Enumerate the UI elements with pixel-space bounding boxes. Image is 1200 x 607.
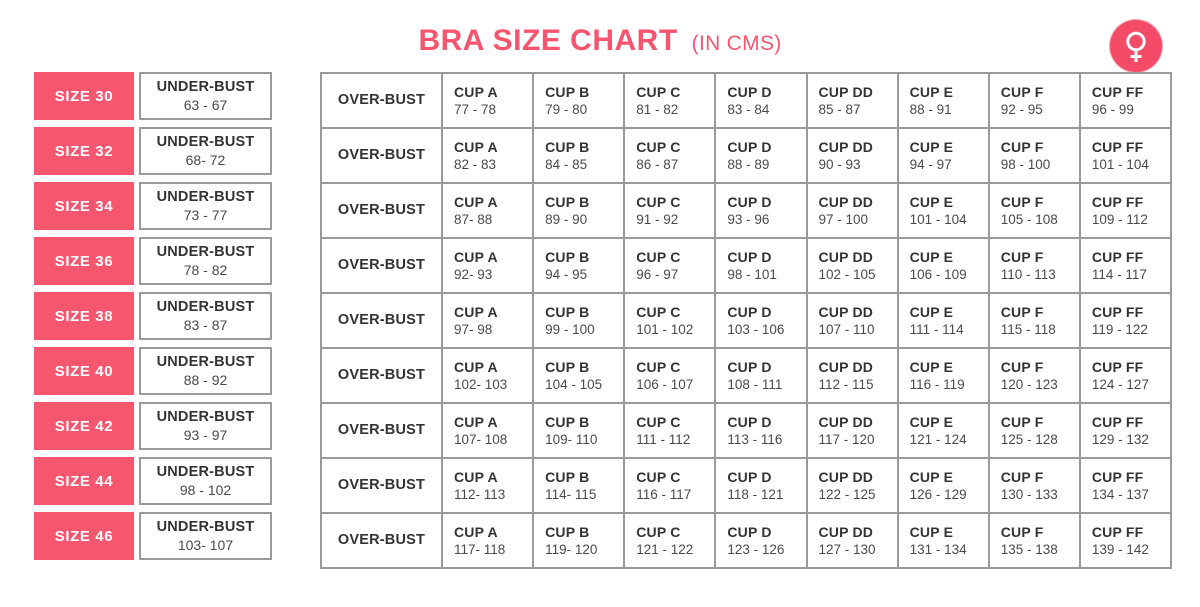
cup-label: CUP A: [454, 358, 498, 375]
cup-cell: [1081, 404, 1172, 459]
cup-label: CUP FF: [1091, 468, 1144, 485]
under-bust-range: 98 - 102: [179, 481, 232, 498]
cup-label: CUP B: [545, 468, 590, 485]
cup-cell: [534, 184, 625, 239]
cup-cell: [625, 74, 716, 129]
cup-label: CUP E: [909, 303, 954, 320]
over-bust-label: OVER-BUST: [322, 459, 443, 514]
over-bust-label: OVER-BUST: [322, 514, 443, 569]
cup-range: 113 - 116: [727, 431, 783, 447]
cup-cell: [990, 349, 1081, 404]
cup-range: 109 - 112: [1091, 211, 1148, 227]
cup-cell: [1081, 349, 1172, 404]
cup-range: 101 - 102: [636, 321, 694, 337]
cup-cell: [1081, 184, 1172, 239]
cup-range: 85 - 87: [818, 101, 861, 117]
size-row: [34, 512, 272, 560]
size-column: [34, 72, 272, 567]
cup-cell: [808, 184, 899, 239]
under-bust-cell: [139, 127, 272, 175]
cup-label: CUP F: [1000, 413, 1044, 430]
cup-cell: [716, 294, 807, 349]
cup-cell: [990, 514, 1081, 569]
cup-label: CUP B: [545, 83, 590, 100]
cup-cell: [808, 349, 899, 404]
cup-label: CUP F: [1000, 303, 1044, 320]
cup-range: 99 - 100: [545, 321, 595, 337]
cup-size-grid: [320, 72, 1172, 569]
cup-range: 110 - 113: [1000, 266, 1056, 282]
cup-cell: [534, 404, 625, 459]
over-bust-label: OVER-BUST: [322, 184, 443, 239]
cup-label: CUP D: [727, 83, 772, 100]
cup-range: 118 - 121: [727, 486, 784, 502]
under-bust-range: 68- 72: [185, 151, 226, 168]
cup-label: CUP E: [909, 138, 954, 155]
cup-cell: [1081, 459, 1172, 514]
cup-range: 125 - 128: [1000, 431, 1058, 447]
under-bust-cell: [139, 292, 272, 340]
cup-label: CUP FF: [1091, 358, 1144, 375]
cup-label: CUP FF: [1091, 413, 1144, 430]
under-bust-cell: [139, 182, 272, 230]
cup-label: CUP D: [727, 523, 772, 540]
cup-label: CUP D: [727, 468, 772, 485]
over-bust-label: OVER-BUST: [322, 239, 443, 294]
under-bust-cell: [139, 72, 272, 120]
under-bust-label: UNDER-BUST: [156, 134, 255, 151]
cup-label: CUP A: [454, 83, 498, 100]
cup-range: 130 - 133: [1000, 486, 1058, 502]
cup-cell: [625, 129, 716, 184]
size-badge: SIZE 44: [34, 457, 134, 505]
cup-label: CUP B: [545, 193, 590, 210]
cup-label: CUP D: [727, 248, 772, 265]
over-bust-label: OVER-BUST: [322, 74, 443, 129]
size-row: [34, 292, 272, 340]
cup-label: CUP DD: [818, 468, 874, 485]
cup-cell: [899, 294, 990, 349]
under-bust-label: UNDER-BUST: [156, 409, 255, 426]
under-bust-range: 103- 107: [177, 536, 234, 553]
size-badge: SIZE 38: [34, 292, 134, 340]
cup-label: CUP FF: [1091, 523, 1144, 540]
cup-range: 106 - 107: [636, 376, 694, 392]
under-bust-cell: [139, 512, 272, 560]
size-badge: SIZE 30: [34, 72, 134, 120]
cup-cell: [899, 459, 990, 514]
size-row: [34, 72, 272, 120]
cup-range: 77 - 78: [454, 101, 497, 117]
cup-range: 96 - 97: [636, 266, 679, 282]
cup-range: 122 - 125: [818, 486, 876, 502]
cup-label: CUP C: [636, 83, 681, 100]
cup-range: 102 - 105: [818, 266, 876, 282]
under-bust-range: 83 - 87: [183, 316, 228, 333]
under-bust-cell: [139, 347, 272, 395]
venus-symbol-icon: [1110, 20, 1162, 72]
cup-range: 114 - 117: [1091, 266, 1147, 282]
under-bust-label: UNDER-BUST: [156, 299, 255, 316]
cup-cell: [534, 129, 625, 184]
cup-cell: [990, 184, 1081, 239]
cup-range: 87- 88: [454, 211, 493, 227]
page-title: BRA SIZE CHART: [418, 24, 678, 57]
cup-cell: [443, 459, 534, 514]
cup-label: CUP A: [454, 193, 498, 210]
cup-range: 101 - 104: [909, 211, 967, 227]
cup-range: 96 - 99: [1091, 101, 1134, 117]
under-bust-label: UNDER-BUST: [156, 519, 255, 536]
page-subtitle: (IN CMS): [691, 32, 782, 55]
cup-range: 129 - 132: [1091, 431, 1149, 447]
under-bust-label: UNDER-BUST: [156, 464, 255, 481]
cup-label: CUP A: [454, 248, 498, 265]
cup-range: 117 - 120: [818, 431, 875, 447]
cup-label: CUP B: [545, 523, 590, 540]
cup-range: 117- 118: [454, 541, 506, 557]
cup-label: CUP B: [545, 138, 590, 155]
cup-label: CUP C: [636, 358, 681, 375]
cup-label: CUP DD: [818, 193, 874, 210]
cup-label: CUP E: [909, 248, 954, 265]
cup-range: 91 - 92: [636, 211, 679, 227]
grid-row: [322, 74, 1172, 129]
cup-cell: [899, 129, 990, 184]
cup-cell: [625, 349, 716, 404]
cup-label: CUP D: [727, 138, 772, 155]
grid-row: [322, 349, 1172, 404]
cup-cell: [899, 514, 990, 569]
cup-cell: [990, 459, 1081, 514]
cup-range: 92- 93: [454, 266, 493, 282]
cup-range: 101 - 104: [1091, 156, 1149, 172]
cup-range: 92 - 95: [1000, 101, 1043, 117]
size-row: [34, 347, 272, 395]
cup-label: CUP F: [1000, 83, 1044, 100]
cup-label: CUP F: [1000, 358, 1044, 375]
size-badge: SIZE 46: [34, 512, 134, 560]
cup-range: 121 - 124: [909, 431, 967, 447]
cup-cell: [443, 239, 534, 294]
cup-label: CUP F: [1000, 193, 1044, 210]
cup-cell: [534, 349, 625, 404]
size-badge: SIZE 32: [34, 127, 134, 175]
cup-cell: [534, 74, 625, 129]
cup-label: CUP F: [1000, 523, 1044, 540]
cup-cell: [1081, 239, 1172, 294]
size-row: [34, 127, 272, 175]
cup-cell: [625, 239, 716, 294]
cup-range: 98 - 100: [1000, 156, 1051, 172]
over-bust-label: OVER-BUST: [322, 129, 443, 184]
cup-label: CUP FF: [1091, 248, 1144, 265]
cup-label: CUP D: [727, 193, 772, 210]
cup-range: 126 - 129: [909, 486, 967, 502]
cup-cell: [534, 239, 625, 294]
grid-row: [322, 404, 1172, 459]
cup-cell: [443, 294, 534, 349]
cup-range: 134 - 137: [1091, 486, 1149, 502]
cup-cell: [716, 74, 807, 129]
cup-range: 81 - 82: [636, 101, 679, 117]
cup-label: CUP B: [545, 358, 590, 375]
cup-cell: [443, 74, 534, 129]
grid-row: [322, 459, 1172, 514]
cup-range: 84 - 85: [545, 156, 588, 172]
cup-range: 119 - 122: [1091, 321, 1148, 337]
cup-cell: [443, 514, 534, 569]
cup-label: CUP B: [545, 413, 590, 430]
cup-label: CUP DD: [818, 523, 874, 540]
size-row: [34, 402, 272, 450]
under-bust-label: UNDER-BUST: [156, 354, 255, 371]
cup-label: CUP DD: [818, 358, 874, 375]
cup-range: 107- 108: [454, 431, 508, 447]
cup-label: CUP A: [454, 303, 498, 320]
cup-cell: [534, 294, 625, 349]
cup-cell: [443, 184, 534, 239]
cup-label: CUP E: [909, 468, 954, 485]
under-bust-cell: [139, 237, 272, 285]
cup-cell: [625, 404, 716, 459]
cup-label: CUP FF: [1091, 83, 1144, 100]
cup-label: CUP A: [454, 468, 498, 485]
size-row: [34, 182, 272, 230]
cup-range: 114- 115: [545, 486, 597, 502]
over-bust-label: OVER-BUST: [322, 404, 443, 459]
cup-label: CUP C: [636, 303, 681, 320]
cup-cell: [990, 74, 1081, 129]
under-bust-cell: [139, 402, 272, 450]
under-bust-range: 93 - 97: [183, 426, 228, 443]
cup-cell: [716, 349, 807, 404]
cup-label: CUP C: [636, 248, 681, 265]
cup-range: 82 - 83: [454, 156, 497, 172]
size-badge: SIZE 40: [34, 347, 134, 395]
under-bust-label: UNDER-BUST: [156, 189, 255, 206]
cup-range: 123 - 126: [727, 541, 785, 557]
cup-cell: [808, 294, 899, 349]
cup-label: CUP E: [909, 193, 954, 210]
cup-range: 135 - 138: [1000, 541, 1058, 557]
cup-range: 131 - 134: [909, 541, 967, 557]
cup-range: 83 - 84: [727, 101, 770, 117]
cup-range: 79 - 80: [545, 101, 588, 117]
cup-cell: [899, 404, 990, 459]
cup-cell: [1081, 74, 1172, 129]
cup-cell: [625, 184, 716, 239]
cup-range: 88 - 89: [727, 156, 770, 172]
cup-range: 103 - 106: [727, 321, 785, 337]
cup-label: CUP C: [636, 468, 681, 485]
size-badge: SIZE 36: [34, 237, 134, 285]
cup-range: 106 - 109: [909, 266, 967, 282]
under-bust-cell: [139, 457, 272, 505]
chart-header: [0, 18, 1200, 74]
cup-cell: [716, 459, 807, 514]
cup-range: 93 - 96: [727, 211, 770, 227]
cup-range: 127 - 130: [818, 541, 876, 557]
grid-row: [322, 129, 1172, 184]
size-row: [34, 457, 272, 505]
size-badge: SIZE 42: [34, 402, 134, 450]
cup-label: CUP A: [454, 413, 498, 430]
cup-cell: [990, 294, 1081, 349]
cup-label: CUP C: [636, 413, 681, 430]
cup-label: CUP DD: [818, 138, 874, 155]
cup-label: CUP C: [636, 138, 681, 155]
over-bust-label: OVER-BUST: [322, 349, 443, 404]
cup-range: 121 - 122: [636, 541, 694, 557]
grid-row: [322, 514, 1172, 569]
cup-cell: [534, 514, 625, 569]
cup-label: CUP D: [727, 303, 772, 320]
cup-range: 88 - 91: [909, 101, 952, 117]
cup-label: CUP E: [909, 358, 954, 375]
title-group: [0, 24, 1200, 58]
cup-cell: [990, 239, 1081, 294]
cup-cell: [1081, 129, 1172, 184]
cup-range: 116 - 117: [636, 486, 692, 502]
cup-cell: [990, 129, 1081, 184]
cup-range: 90 - 93: [818, 156, 861, 172]
under-bust-range: 63 - 67: [183, 96, 228, 113]
cup-range: 98 - 101: [727, 266, 777, 282]
cup-cell: [625, 459, 716, 514]
over-bust-label: OVER-BUST: [322, 294, 443, 349]
cup-label: CUP F: [1000, 138, 1044, 155]
cup-range: 120 - 123: [1000, 376, 1058, 392]
cup-label: CUP D: [727, 413, 772, 430]
cup-range: 112 - 115: [818, 376, 874, 392]
cup-cell: [808, 459, 899, 514]
cup-label: CUP C: [636, 523, 681, 540]
cup-range: 86 - 87: [636, 156, 679, 172]
cup-label: CUP B: [545, 303, 590, 320]
cup-range: 89 - 90: [545, 211, 588, 227]
cup-cell: [716, 184, 807, 239]
cup-range: 111 - 114: [909, 321, 964, 337]
cup-range: 116 - 119: [909, 376, 965, 392]
under-bust-label: UNDER-BUST: [156, 79, 255, 96]
cup-label: CUP F: [1000, 468, 1044, 485]
cup-range: 119- 120: [545, 541, 598, 557]
cup-label: CUP C: [636, 193, 681, 210]
cup-cell: [716, 514, 807, 569]
cup-label: CUP A: [454, 523, 498, 540]
cup-range: 97- 98: [454, 321, 493, 337]
cup-cell: [808, 129, 899, 184]
cup-cell: [990, 404, 1081, 459]
cup-range: 111 - 112: [636, 431, 691, 447]
cup-cell: [899, 349, 990, 404]
under-bust-label: UNDER-BUST: [156, 244, 255, 261]
cup-label: CUP E: [909, 523, 954, 540]
cup-cell: [899, 184, 990, 239]
cup-range: 109- 110: [545, 431, 598, 447]
cup-label: CUP FF: [1091, 138, 1144, 155]
cup-cell: [625, 294, 716, 349]
under-bust-range: 73 - 77: [183, 206, 228, 223]
cup-cell: [899, 74, 990, 129]
under-bust-range: 78 - 82: [183, 261, 228, 278]
cup-cell: [443, 349, 534, 404]
cup-label: CUP F: [1000, 248, 1044, 265]
cup-range: 94 - 95: [545, 266, 588, 282]
grid-row: [322, 294, 1172, 349]
cup-range: 115 - 118: [1000, 321, 1056, 337]
cup-cell: [1081, 514, 1172, 569]
cup-range: 94 - 97: [909, 156, 952, 172]
grid-row: [322, 184, 1172, 239]
cup-cell: [534, 459, 625, 514]
cup-label: CUP E: [909, 83, 954, 100]
cup-cell: [443, 404, 534, 459]
cup-cell: [808, 239, 899, 294]
cup-label: CUP FF: [1091, 193, 1144, 210]
cup-cell: [1081, 294, 1172, 349]
size-badge: SIZE 34: [34, 182, 134, 230]
under-bust-range: 88 - 92: [183, 371, 228, 388]
grid-row: [322, 239, 1172, 294]
cup-label: CUP FF: [1091, 303, 1144, 320]
cup-range: 124 - 127: [1091, 376, 1149, 392]
cup-label: CUP D: [727, 358, 772, 375]
cup-label: CUP DD: [818, 83, 874, 100]
cup-range: 102- 103: [454, 376, 508, 392]
cup-range: 108 - 111: [727, 376, 783, 392]
cup-cell: [808, 404, 899, 459]
cup-label: CUP E: [909, 413, 954, 430]
cup-cell: [716, 239, 807, 294]
cup-label: CUP A: [454, 138, 498, 155]
cup-label: CUP DD: [818, 413, 874, 430]
cup-label: CUP DD: [818, 248, 874, 265]
cup-range: 105 - 108: [1000, 211, 1058, 227]
cup-cell: [716, 129, 807, 184]
cup-range: 112- 113: [454, 486, 506, 502]
cup-range: 139 - 142: [1091, 541, 1149, 557]
cup-cell: [716, 404, 807, 459]
cup-label: CUP DD: [818, 303, 874, 320]
cup-cell: [443, 129, 534, 184]
cup-cell: [808, 74, 899, 129]
cup-cell: [899, 239, 990, 294]
cup-range: 97 - 100: [818, 211, 869, 227]
cup-range: 104 - 105: [545, 376, 603, 392]
cup-cell: [625, 514, 716, 569]
cup-label: CUP B: [545, 248, 590, 265]
cup-range: 107 - 110: [818, 321, 875, 337]
size-row: [34, 237, 272, 285]
cup-cell: [808, 514, 899, 569]
